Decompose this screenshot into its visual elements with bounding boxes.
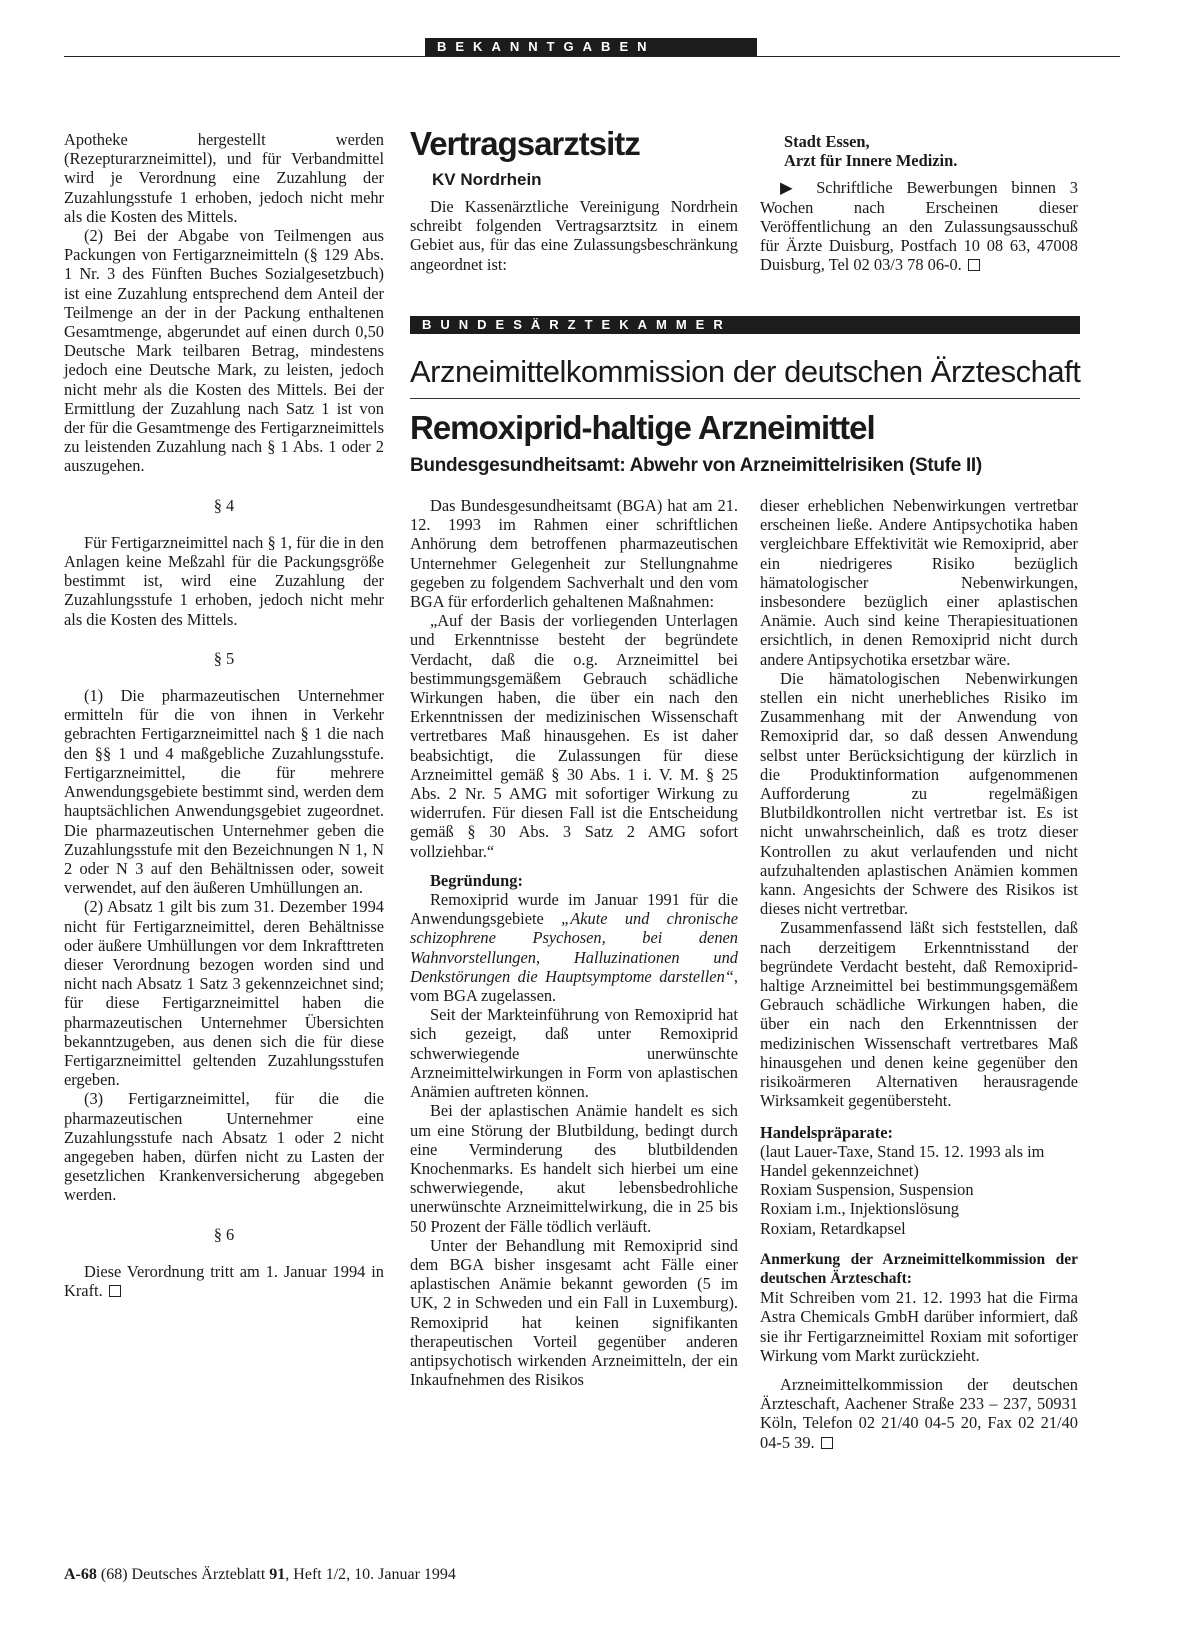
column-middle [410,496,738,1389]
page-footer [64,1566,456,1584]
paragraph: dieser erheblichen Nebenwirkungen vertretbar erscheinen ließe. Andere Antipsychotika haben vergleichbare Effektivität wie Remoxiprid, aber ein niedrigeres Risiko bezüglich hämatologischer Nebenwirkungen, insbesondere bezüglich einer aplastischen Anämie. Auch sind keine Therapiesituationen ersichtlich, in denen Remoxiprid nicht durch andere Antipsychotika ersetzbar wäre. [760,496,1078,669]
footer-volume: 91 [269,1566,286,1583]
vertrag-title: Vertragsarztsitz [410,125,640,162]
paragraph: Remoxiprid wurde im Januar 1991 für die Anwendungsgebiete „Akute und chronische schizophrene Psychosen, bei denen Wahnvorstellungen, Halluzinationen und Denkstörungen die Hauptsymptome darstellen“, vom BGA zugelassen. [410,890,738,1006]
paragraph: Die hämatologischen Nebenwirkungen stellen ein nicht unerhebliches Risiko im Zusammenhang mit der Anwendung von Remoxiprid dar, so daß dessen Anwendung selbst unter Berücksichtigung der kürzlich in die Produktinformation aufgenommenen Aufforderung zu regelmäßigen Blutbildkontrollen nicht vertretbar ist. Es ist nicht unwahrscheinlich, daß es trotz dieser Kontrollen zu akut verlaufenden und nicht aufzuhaltenden aplastischen Anämien kommen kann. Angesichts der Schwere des Risikos ist dieses nicht vertretbar. [760,668,1078,919]
header-rule [64,56,1120,57]
paragraph: Arzneimittelkommission der deutschen Ärzteschaft, Aachener Straße 233 – 237, 50931 Köln, Telefon 02 21/40 04-5 20, Fax 02 21/40 04-5 39. [760,1374,1078,1452]
handel-note: (laut Lauer-Taxe, Stand 15. 12. 1993 als im Handel gekennzeichnet) [760,1141,1045,1180]
footer-journal: (68) Deutsches Ärzteblatt [100,1566,266,1583]
vertrag-role: Arzt für Innere Medizin. [784,151,958,171]
vertrag-body [410,197,738,274]
heading-anmerkung: Anmerkung der Arzneimittelkommission der deutschen Ärzteschaft: [760,1250,1078,1287]
paragraph: (3) Fertigarzneimittel, für die die pharmazeutischen Unternehmer eine Zuzahlungsstufe nach Absatz 1 oder 2 nicht angegeben haben, dürfen nicht zu Lasten der gesetzlichen Krankenversicherung abgegeben werden. [64,1089,384,1205]
paragraph: Seit der Markteinführung von Remoxiprid hat sich gezeigt, daß unter Remoxiprid schwerwiegende unerwünschte Arzneimittelwirkungen in Form von aplastischen Anämien auftreten können. [410,1005,738,1102]
paragraph: „Auf der Basis der vorliegenden Unterlagen und Erkenntnisse besteht der begründete Verdacht, daß die o.g. Arzneimittel bei bestimmungsgemäßem Gebrauch schädliche Wirkungen haben, die über ein nach den Erkenntnissen der medizinischen Wissenschaft vertretbares Maß hinausgehen. Es ist daher beabsichtigt, die Zulassungen für diese Arzneimittel gemäß § 30 Abs. 1 i. V. M. § 25 Abs. 2 Nr. 5 AMG mit sofortiger Wirkung zu widerrufen. Für diesen Fall ist die Entscheidung gemäß § 30 Abs. 3 Satz 2 AMG sofort vollziehbar.“ [410,611,738,861]
paragraph: Die Kassenärztliche Vereinigung Nordrhein schreibt folgenden Vertragsarztsitz in einem Gebiet aus, für das eine Zulassungsbeschränkung angeordnet ist: [410,197,738,274]
paragraph: Zusammenfassend läßt sich feststellen, daß nach derzeitigem Erkenntnisstand der begründete Verdacht besteht, daß Remoxiprid-haltige Arzneimittel bei bestimmungsgemäßem Gebrauch schädliche Wirkungen haben, die über ein nach den Erkenntnissen der medizinischen Wissenschaft vertretbares Maß hinausgehen und denen keine gegenüber den risikoärmeren Alternativen herausragende Wirksamkeit gegenübersteht. [760,918,1078,1111]
end-mark-icon [821,1437,833,1449]
arrow-icon: ▶ [780,178,817,198]
heading-begruendung: Begründung: [430,870,523,890]
article-title: Remoxiprid-haltige Arzneimittel [410,409,875,446]
paragraph: Apotheke hergestellt werden (Rezepturarzneimittel), und für Verbandmittel wird je Verordnung eine Zuzahlung der Zuzahlungsstufe 1 erhoben, jedoch nicht mehr als die Kosten des Mittels. [64,130,384,226]
paragraph: (1) Die pharmazeutischen Unternehmer ermitteln für die von ihnen in Verkehr gebrachten Fertigarzneimittel nach § 1 die nach den §§ 1 und 4 maßgebliche Zuzahlungsstufe. Fertigarzneimittel, die für mehrere Anwendungsgebiete bestimmt sind, werden dem hauptsächlichen Anwendungsgebiet zugeordnet. Die pharmazeutischen Unternehmer geben die Zuzahlungsstufe mit den Bezeichnungen N 1, N 2 oder N 3 auf den Behältnissen oder, soweit verwendet, auf den äußeren Umhüllungen an. [64,686,384,898]
vertrag-right [760,132,1078,274]
section-heading: § 5 [213,648,235,668]
column-right [760,496,1078,1452]
product-item: Roxiam Suspension, Suspension [760,1180,974,1200]
heading-handelspraeparate: Handelspräparate: [760,1122,893,1142]
paragraph: Diese Verordnung tritt am 1. Januar 1994 in Kraft. [64,1261,384,1300]
section-heading: § 4 [213,495,235,515]
product-item: Roxiam, Retardkapsel [760,1218,906,1238]
paragraph: Mit Schreiben vom 21. 12. 1993 hat die Firma Astra Chemicals GmbH darüber informiert, daß sie ihr Fertigarzneimittel Roxiam mit sofortiger Wirkung vom Markt zurückzieht. [760,1288,1078,1365]
vertrag-subtitle: KV Nordrhein [432,170,542,189]
product-item: Roxiam i.m., Injektionslösung [760,1199,959,1219]
end-mark-icon [109,1285,121,1297]
section-header-bekanntgaben: BEKANNTGABEN [425,38,757,56]
vertrag-place: Stadt Essen, [784,132,870,151]
section-heading: § 6 [213,1224,235,1244]
column-left [64,130,384,1300]
footer-issue: , Heft 1/2, 10. Januar 1994 [285,1566,456,1583]
paragraph: (2) Absatz 1 gilt bis zum 31. Dezember 1994 nicht für Fertigarzneimittel, deren Behältnisse oder äußere Umhüllungen vor dem Inkrafttreten dieser Verordnung bezogen worden sind und nicht nach Absatz 1 Satz 3 gekennzeichnet sind; für diese Fertigarzneimittel haben die pharmazeutischen Unternehmer Übersichten bekanntzugeben, aus denen sich die für diese Fertigarzneimittel geltenden Zuzahlungsstufen ergeben. [64,897,384,1090]
paragraph: Das Bundesgesundheitsamt (BGA) hat am 21. 12. 1993 im Rahmen einer schriftlichen Anhörung dem betroffenen pharmazeutischen Unternehmer Gelegenheit zur Stellungnahme gegeben zu folgendem Sachverhalt und den vom BGA für erforderlich gehaltenen Maßnahmen: [410,496,738,612]
paragraph: Bei der aplastischen Anämie handelt es sich um eine Störung der Blutbildung, bedingt durch eine Verminderung des blutbildenden Knochenmarks. Es handelt sich hierbei um eine schwerwiegende, akut lebensbedrohliche unerwünschte Arzneimittelwirkung, die in 25 bis 50 Prozent der Fälle tödlich verläuft. [410,1101,738,1236]
section-header-bundesaerztekammer: BUNDESÄRZTEKAMMER [410,316,1080,334]
paragraph: ▶ Schriftliche Bewerbungen binnen 3 Wochen nach Erscheinen dieser Veröffentlichung an den Zulassungsausschuß für Ärzte Duisburg, Postfach 10 08 63, 47008 Duisburg, Tel 02 03/3 78 06-0. [760,178,1078,275]
org-title: Arzneimittelkommission der deutschen Ärzteschaft [410,354,1081,389]
paragraph: (2) Bei der Abgabe von Teilmengen aus Packungen von Fertigarzneimitteln (§ 129 Abs. 1 Nr. 3 des Fünften Buches Sozialgesetzbuch) ist eine Zuzahlung entsprechend dem Anteil der Teilmenge an der in der Packung enthaltenen Gesamtmenge, abgerundet auf einen durch 0,50 Deutsche Mark teilbaren Betrag, mindestens jedoch eine Deutsche Mark, zu leisten, jedoch nicht mehr als die Kosten des Mittels. Bei der Ermittlung der Zuzahlung nach Satz 1 ist von der für die Gesamtmenge des Fertigarzneimittels zu leistenden Zuzahlung nach § 1 Abs. 1 oder 2 auszugehen. [64,226,384,476]
paragraph: Unter der Behandlung mit Remoxiprid sind dem BGA bisher insgesamt acht Fälle einer aplastischen Anämie bekannt geworden (5 im UK, 2 in Schweden und ein Fall in Luxemburg). Remoxiprid hat keinen signifikanten therapeutischen Vorteil gegenüber anderen antipsychotisch wirkenden Arzneimitteln, der ein Inkaufnehmen des Risikos [410,1235,738,1390]
end-mark-icon [968,259,980,271]
paragraph: Für Fertigarzneimittel nach § 1, für die in den Anlagen keine Meßzahl für die Packungsgröße bestimmt ist, wird eine Zuzahlung der Zuzahlungsstufe 1 erhoben, jedoch nicht mehr als die Kosten des Mittels. [64,532,384,629]
org-rule [410,398,1080,399]
article-subtitle: Bundesgesundheitsamt: Abwehr von Arzneimittelrisiken (Stufe II) [410,455,982,476]
page-number: A-68 [64,1566,97,1583]
